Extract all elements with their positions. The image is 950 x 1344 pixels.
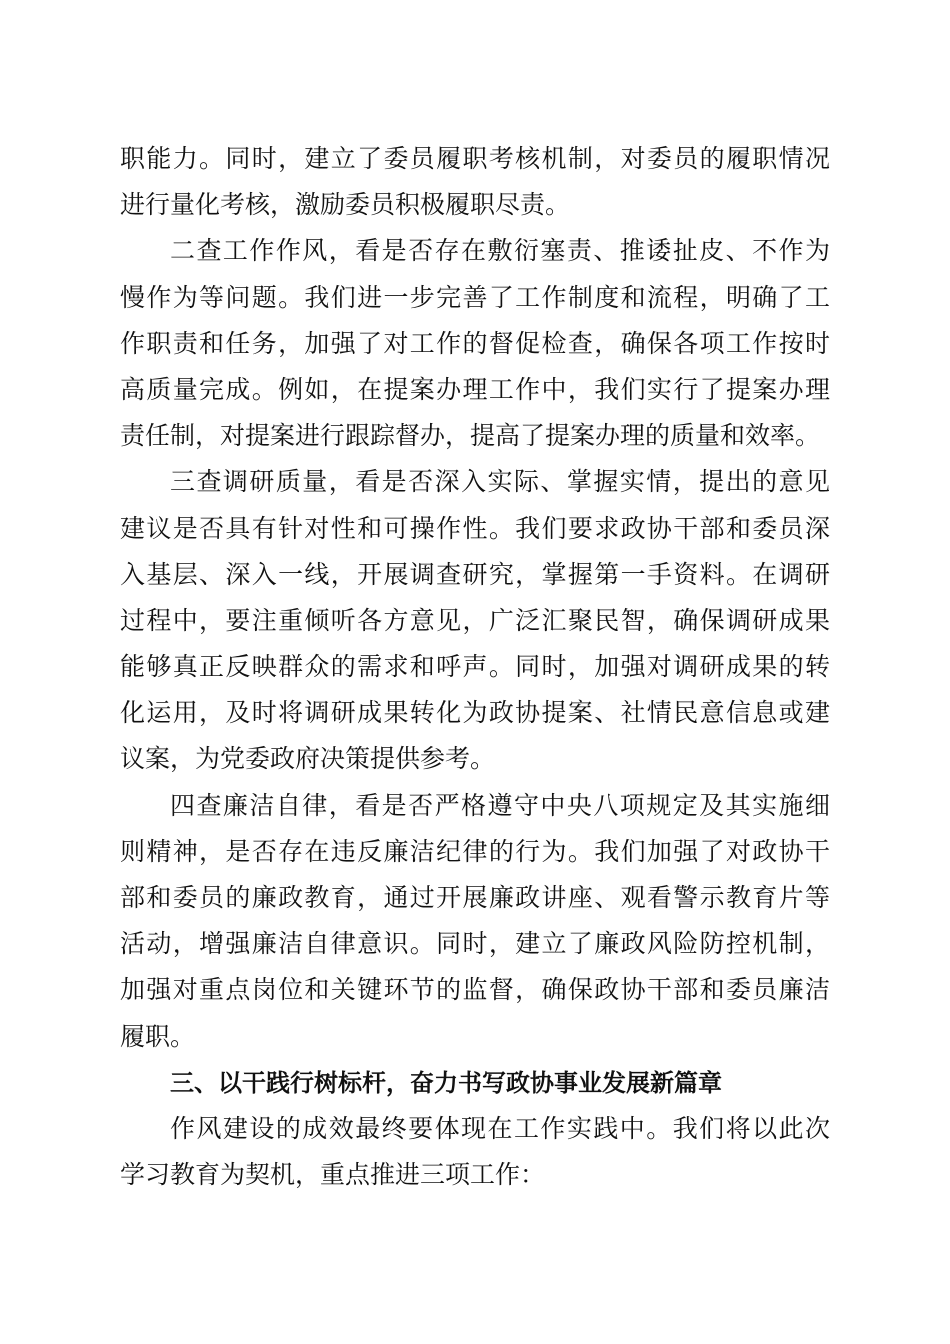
text-line: 过程中，要注重倾听各方意见，广泛汇聚民智，确保调研成果 (120, 605, 830, 635)
text-line: 能够真正反映群众的需求和呼声。同时，加强对调研成果的转 (120, 652, 830, 682)
text-line: 责任制，对提案进行跟踪督办，提高了提案办理的质量和效率。 (120, 421, 821, 451)
text-line: 四查廉洁自律，看是否严格遵守中央八项规定及其实施细 (170, 790, 830, 820)
text-line: 学习教育为契机，重点推进三项工作： (120, 1160, 546, 1190)
text-line: 化运用，及时将调研成果转化为政协提案、社情民意信息或建 (120, 698, 830, 728)
text-line: 建议是否具有针对性和可操作性。我们要求政协干部和委员深 (120, 513, 830, 543)
text-line: 作风建设的成效最终要体现在工作实践中。我们将以此次 (170, 1113, 830, 1143)
text-line: 加强对重点岗位和关键环节的监督，确保政协干部和委员廉洁 (120, 975, 830, 1005)
text-line: 慢作为等问题。我们进一步完善了工作制度和流程，明确了工 (120, 282, 830, 312)
text-line: 二查工作作风，看是否存在敷衍塞责、推诿扯皮、不作为 (170, 236, 830, 266)
text-line: 进行量化考核，激励委员积极履职尽责。 (120, 190, 571, 220)
text-line: 部和委员的廉政教育，通过开展廉政讲座、观看警示教育片等 (120, 883, 830, 912)
paragraph-work-style (120, 228, 830, 459)
text-line: 作职责和任务，加强了对工作的督促检查，确保各项工作按时 (120, 328, 830, 358)
text-line: 活动，增强廉洁自律意识。同时，建立了廉政风险防控机制， (120, 929, 830, 959)
section-heading (120, 1060, 830, 1106)
heading-line: 三、以干践行树标杆，奋力书写政协事业发展新篇章 (170, 1068, 722, 1097)
text-line: 高质量完成。例如，在提案办理工作中，我们实行了提案办理 (120, 374, 830, 404)
paragraph-continuation (120, 136, 830, 228)
text-line: 履职。 (120, 1021, 196, 1051)
text-line: 职能力。同时，建立了委员履职考核机制，对委员的履职情况 (120, 144, 830, 173)
text-line: 入基层、深入一线，开展调查研究，掌握第一手资料。在调研 (120, 559, 830, 589)
text-line: 议案，为党委政府决策提供参考。 (120, 744, 496, 774)
paragraph-practice (120, 1106, 830, 1198)
paragraph-integrity (120, 783, 830, 1060)
document-page (120, 136, 830, 1198)
text-line: 三查调研质量，看是否深入实际、掌握实情，提出的意见 (170, 467, 830, 497)
paragraph-research-quality (120, 459, 830, 782)
text-line: 则精神，是否存在违反廉洁纪律的行为。我们加强了对政协干 (120, 836, 830, 866)
